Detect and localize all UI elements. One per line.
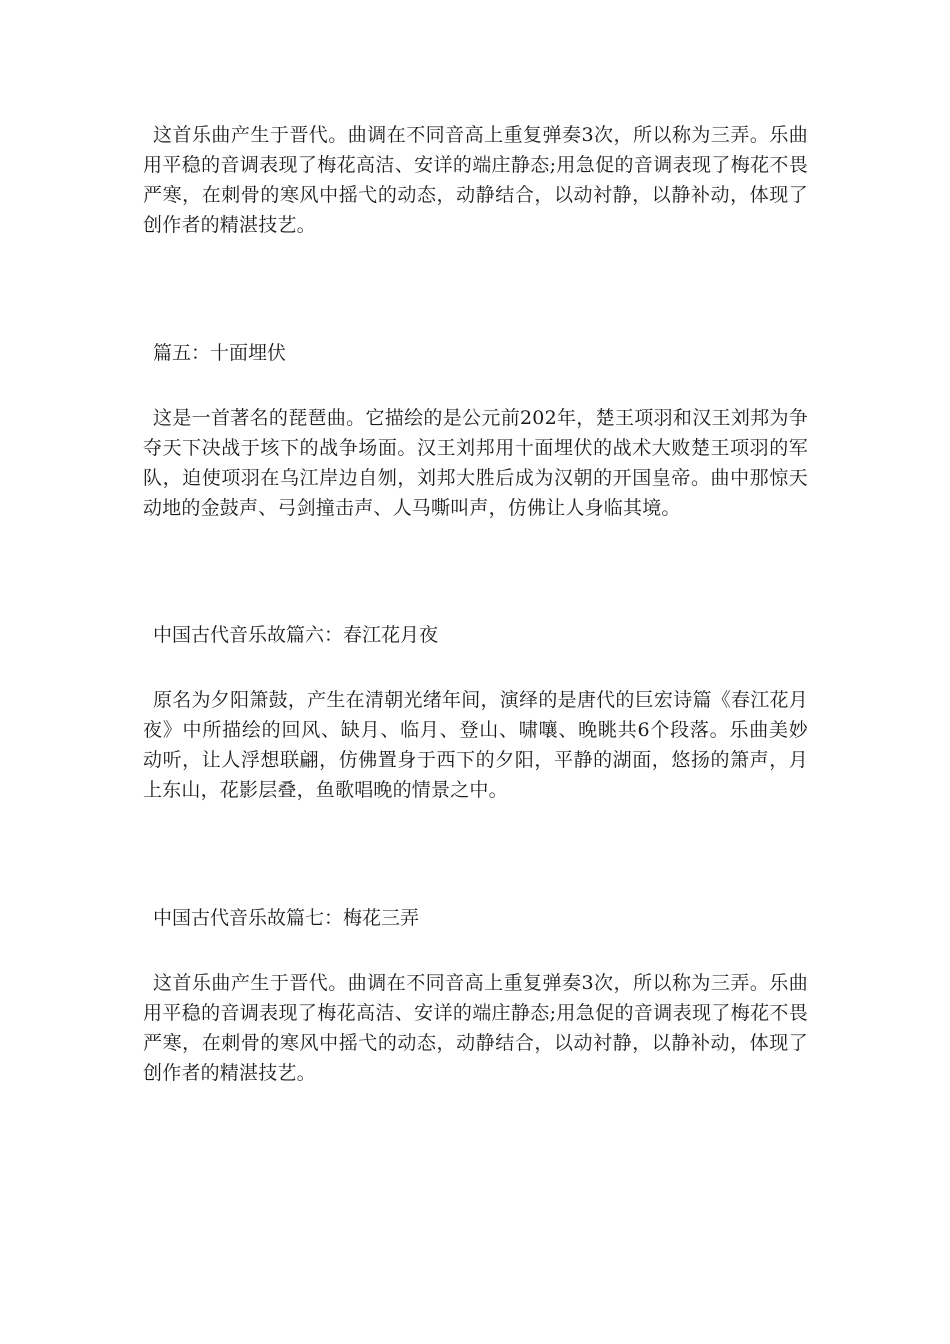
paragraph-text: 这首乐曲产生于晋代。曲调在不同音高上重复弹奏3次，所以称为三弄。乐曲用平稳的音调表现了梅花高洁、安详的端庄静态;用急促的音调表现了梅花不畏严寒，在刺骨的寒风中摇弋的动态，动静结合，以动衬静，以静补动，体现了创作者的精湛技艺。	[143, 972, 808, 1084]
paragraph-text: 这首乐曲产生于晋代。曲调在不同音高上重复弹奏3次，所以称为三弄。乐曲用平稳的音调表现了梅花高洁、安详的端庄静态;用急促的音调表现了梅花不畏严寒，在刺骨的寒风中摇弋的动态，动静结合，以动衬静，以静补动，体现了创作者的精湛技艺。	[143, 124, 808, 236]
section-heading-shimian-maifu	[143, 338, 286, 368]
heading-text: 篇五：十面埋伏	[153, 342, 287, 364]
section-heading-meihua-sannong	[143, 903, 419, 933]
heading-text: 中国古代音乐故篇六：春江花月夜	[153, 624, 439, 646]
heading-text: 中国古代音乐故篇七：梅花三弄	[153, 907, 420, 929]
paragraph-chunjiang-huayueye	[143, 685, 808, 805]
paragraph-meihua-intro	[143, 120, 808, 240]
section-heading-chunjiang-huayueye	[143, 620, 438, 650]
paragraph-text: 原名为夕阳箫鼓，产生在清朝光绪年间，演绎的是唐代的巨宏诗篇《春江花月夜》中所描绘的回风、缺月、临月、登山、啸嚷、晚眺共6个段落。乐曲美妙动听，让人浮想联翩，仿佛置身于西下的夕阳，平静的湖面，悠扬的箫声，月上东山，花影层叠，鱼歌唱晚的情景之中。	[143, 689, 808, 801]
paragraph-text: 这是一首著名的琵琶曲。它描绘的是公元前202年，楚王项羽和汉王刘邦为争夺天下决战于垓下的战争场面。汉王刘邦用十面埋伏的战术大败楚王项羽的军队，迫使项羽在乌江岸边自刎，刘邦大胜后成为汉朝的开国皇帝。曲中那惊天动地的金鼓声、弓剑撞击声、人马嘶叫声，仿佛让人身临其境。	[143, 407, 808, 519]
paragraph-shimian-maifu	[143, 403, 808, 523]
paragraph-meihua-sannong	[143, 968, 808, 1088]
